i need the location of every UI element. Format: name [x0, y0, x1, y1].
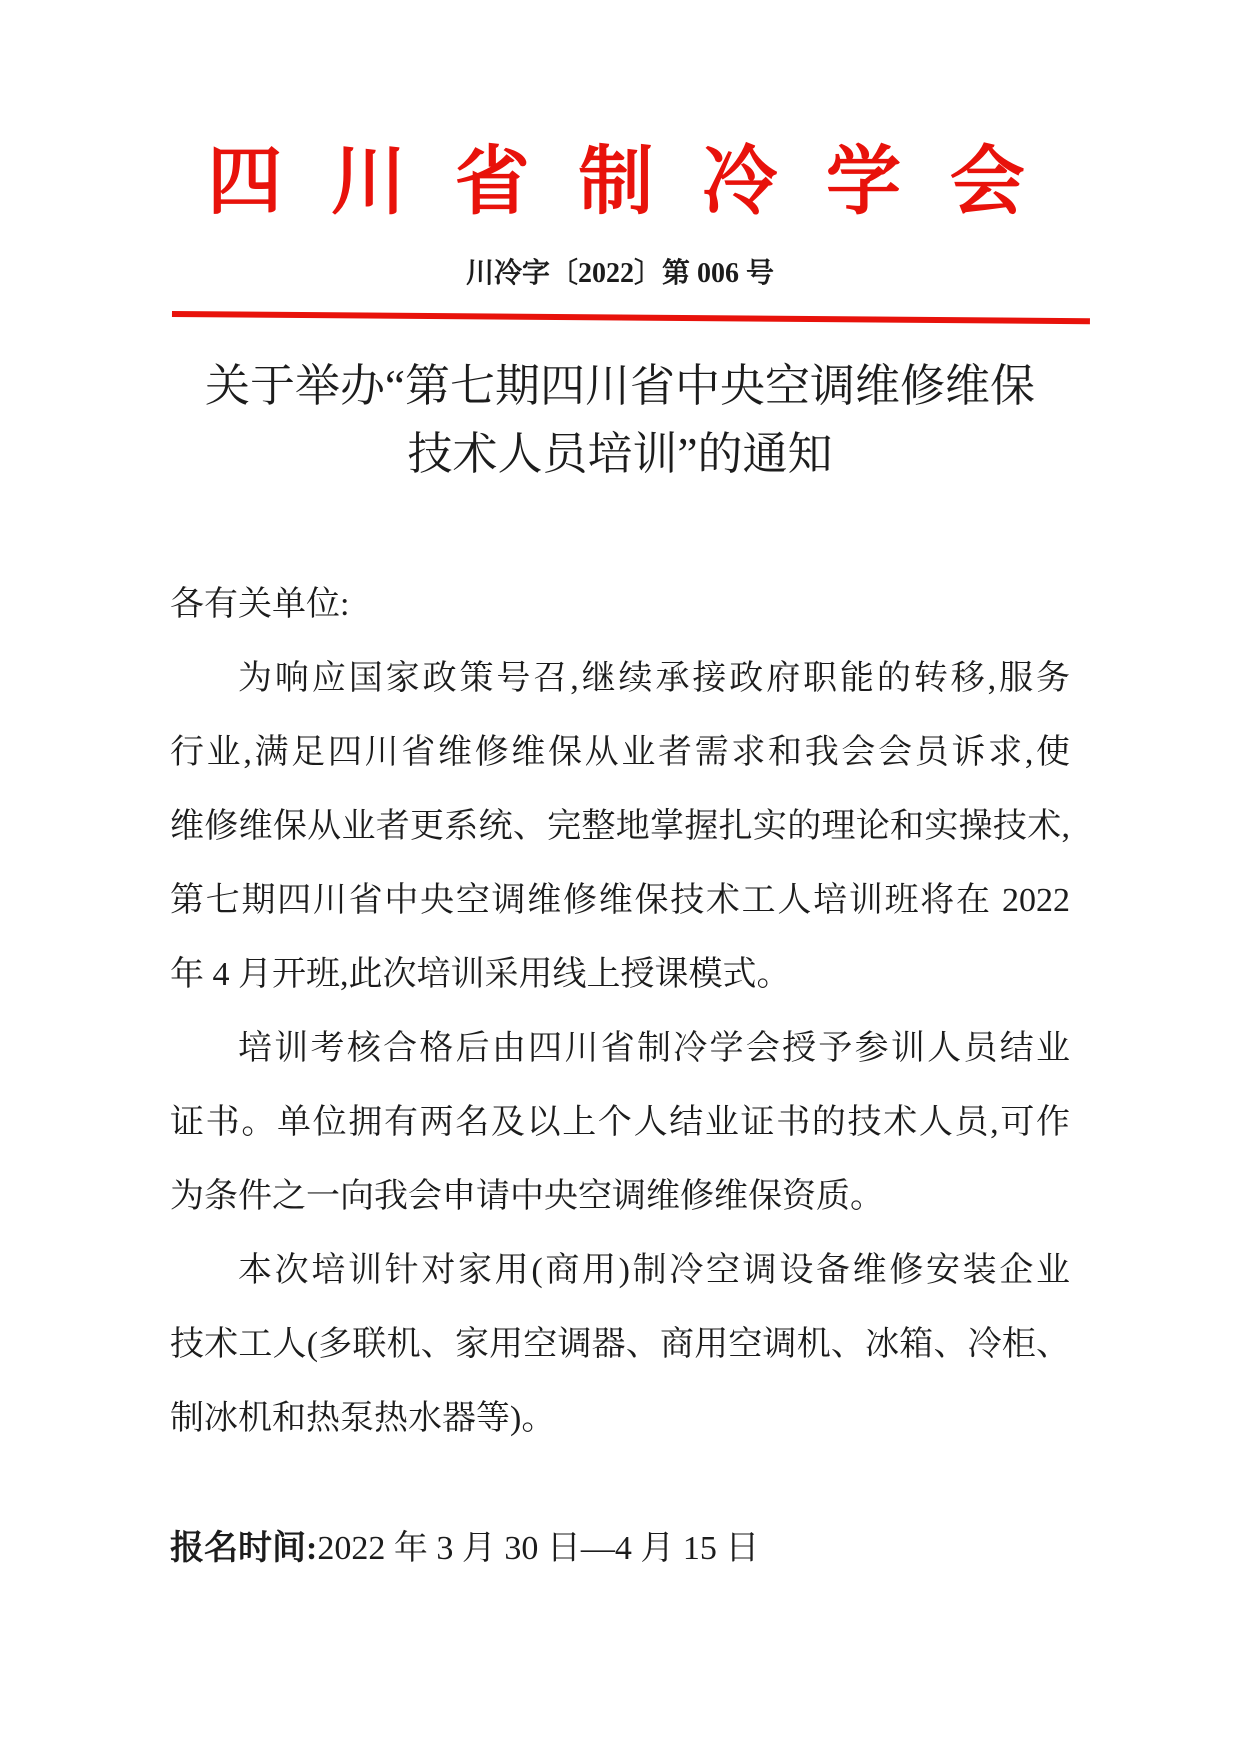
document-body [170, 568, 1070, 1586]
paragraph-1-line: 第七期四川省中央空调维修维保技术工人培训班将在 2022 [170, 882, 1070, 919]
notice-title-line-2: 技术人员培训”的通知 [407, 429, 833, 479]
paragraph-1-line: 行业,满足四川省维修维保从业者需求和我会会员诉求,使 [170, 734, 1070, 771]
notice-title [170, 352, 1070, 488]
red-divider-line [172, 311, 1090, 324]
signup-time-value: 2022 年 3 月 30 日—4 月 15 日 [317, 1530, 760, 1567]
paragraph-2-line: 为条件之一向我会申请中央空调维修维保资质。 [170, 1178, 884, 1215]
notice-title-line-1: 关于举办“第七期四川省中央空调维修维保 [205, 361, 1035, 411]
paragraph-3-line: 制冰机和热泵热水器等)。 [170, 1400, 556, 1437]
paragraph-1-line: 为响应国家政策号召,继续承接政府职能的转移,服务 [238, 660, 1070, 697]
signup-time-label: 报名时间: [170, 1530, 318, 1567]
paragraph-3-line: 技术工人(多联机、家用空调器、商用空调机、冰箱、冷柜、 [170, 1326, 1070, 1363]
paragraph-1-line: 年 4 月开班,此次培训采用线上授课模式。 [170, 956, 791, 993]
paragraph-3-line: 本次培训针对家用(商用)制冷空调设备维修安装企业 [238, 1252, 1070, 1289]
salutation: 各有关单位: [170, 586, 350, 623]
paragraph-2-line: 证书。单位拥有两名及以上个人结业证书的技术人员,可作 [170, 1104, 1070, 1141]
org-title: 四 川 省 制 冷 学 会 [207, 141, 1033, 224]
paragraph-1-line: 维修维保从业者更系统、完整地掌握扎实的理论和实操技术, [170, 808, 1070, 845]
doc-number: 川冷字〔2022〕第 006 号 [465, 258, 774, 289]
paragraph-2-line: 培训考核合格后由四川省制冷学会授予参训人员结业 [238, 1030, 1070, 1067]
signup-time-line [170, 1512, 1070, 1586]
